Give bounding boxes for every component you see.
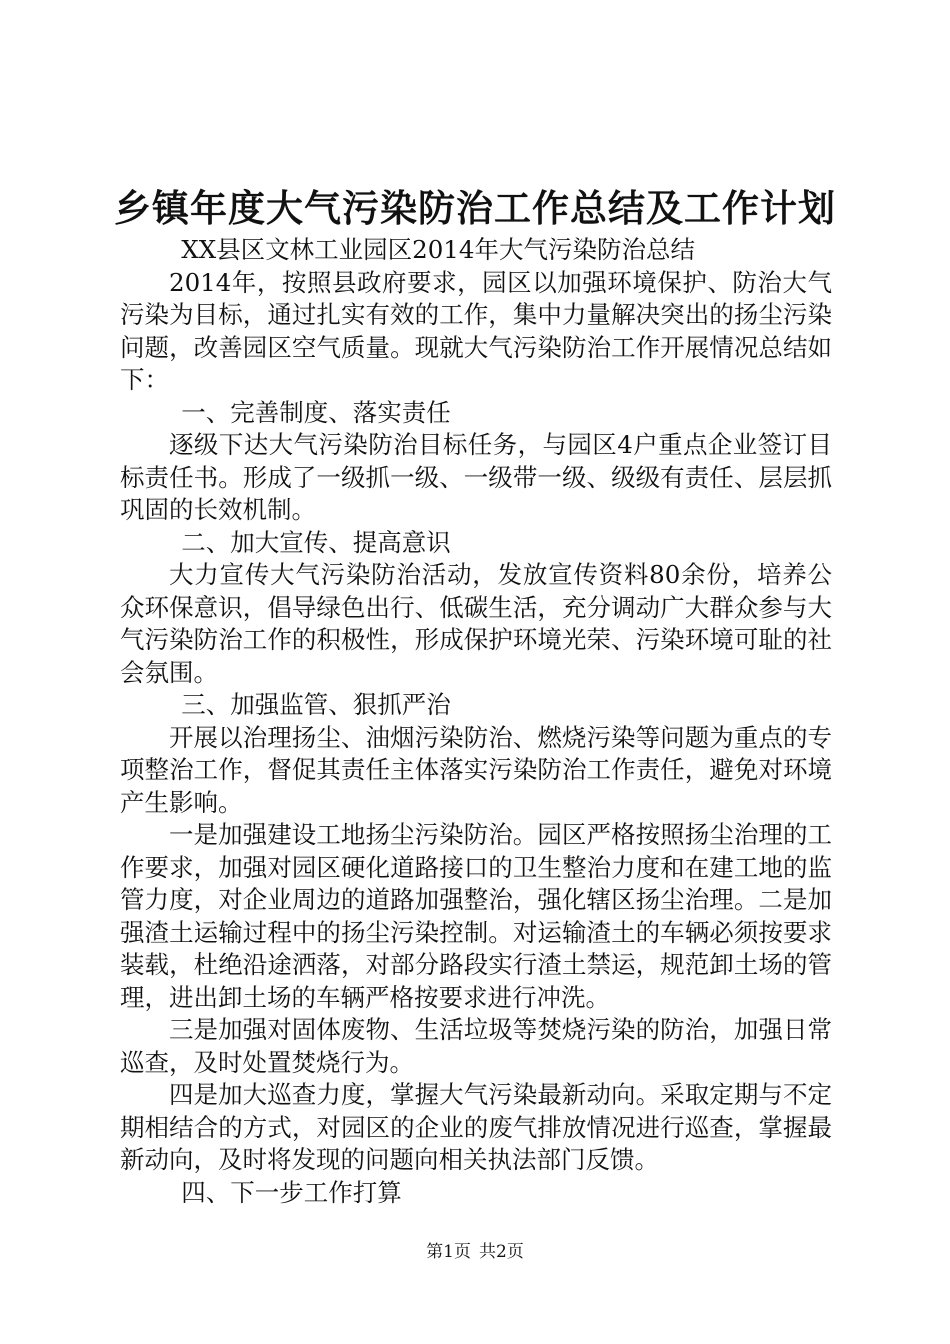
paragraph: 大力宣传大气污染防治活动，发放宣传资料80余份，培养公众环保意识，倡导绿色出行、低碳生活，充分调动广大群众参与大气污染防治工作的积极性，形成保护环境光荣、污染环境可耻的社会氛围。 xyxy=(120,560,832,687)
document-title: 乡镇年度大气污染防治工作总结及工作计划 xyxy=(114,187,836,230)
paragraph: 三是加强对固体废物、生活垃圾等焚烧污染的防治，加强日常巡查，及时处置焚烧行为。 xyxy=(120,1015,832,1077)
section-heading: 二、加大宣传、提高意识 xyxy=(181,527,451,557)
page-number-total: 共2页 xyxy=(479,1242,524,1262)
paragraph: 一是加强建设工地扬尘污染防治。园区严格按照扬尘治理的工作要求，加强对园区硬化道路接口的卫生整治力度和在建工地的监管力度，对企业周边的道路加强整治，强化辖区扬尘治理。二是加强渣土运输过程中的扬尘污染控制。对运输渣土的车辆必须按要求装载，杜绝沿途洒落，对部分路段实行渣土禁运，规范卸土场的管理，进出卸土场的车辆严格按要求进行冲洗。 xyxy=(120,820,832,1012)
section-heading: 一、完善制度、落实责任 xyxy=(181,397,451,427)
page-number-current: 第1页 xyxy=(426,1242,471,1262)
section-heading: XX县区文林工业园区2014年大气污染防治总结 xyxy=(181,235,695,264)
page-footer xyxy=(0,1240,950,1264)
paragraph: 四是加大巡查力度，掌握大气污染最新动向。采取定期与不定期相结合的方式，对园区的企业的废气排放情况进行巡查，掌握最新动向，及时将发现的问题向相关执法部门反馈。 xyxy=(120,1080,832,1174)
section-heading: 四、下一步工作打算 xyxy=(181,1177,402,1207)
paragraph: 2014年，按照县政府要求，园区以加强环境保护、防治大气污染为目标，通过扎实有效的工作，集中力量解决突出的扬尘污染问题，改善园区空气质量。现就大气污染防治工作开展情况总结如下： xyxy=(120,267,832,394)
paragraph: 逐级下达大气污染防治目标任务，与园区4户重点企业签订目标责任书。形成了一级抓一级、一级带一级、级级有责任、层层抓巩固的长效机制。 xyxy=(120,430,832,524)
section-heading: 三、加强监管、狠抓严治 xyxy=(181,690,451,719)
document-body xyxy=(120,234,832,1209)
paragraph: 开展以治理扬尘、油烟污染防治、燃烧污染等问题为重点的专项整治工作，督促其责任主体落实污染防治工作责任，避免对环境产生影响。 xyxy=(120,722,832,817)
